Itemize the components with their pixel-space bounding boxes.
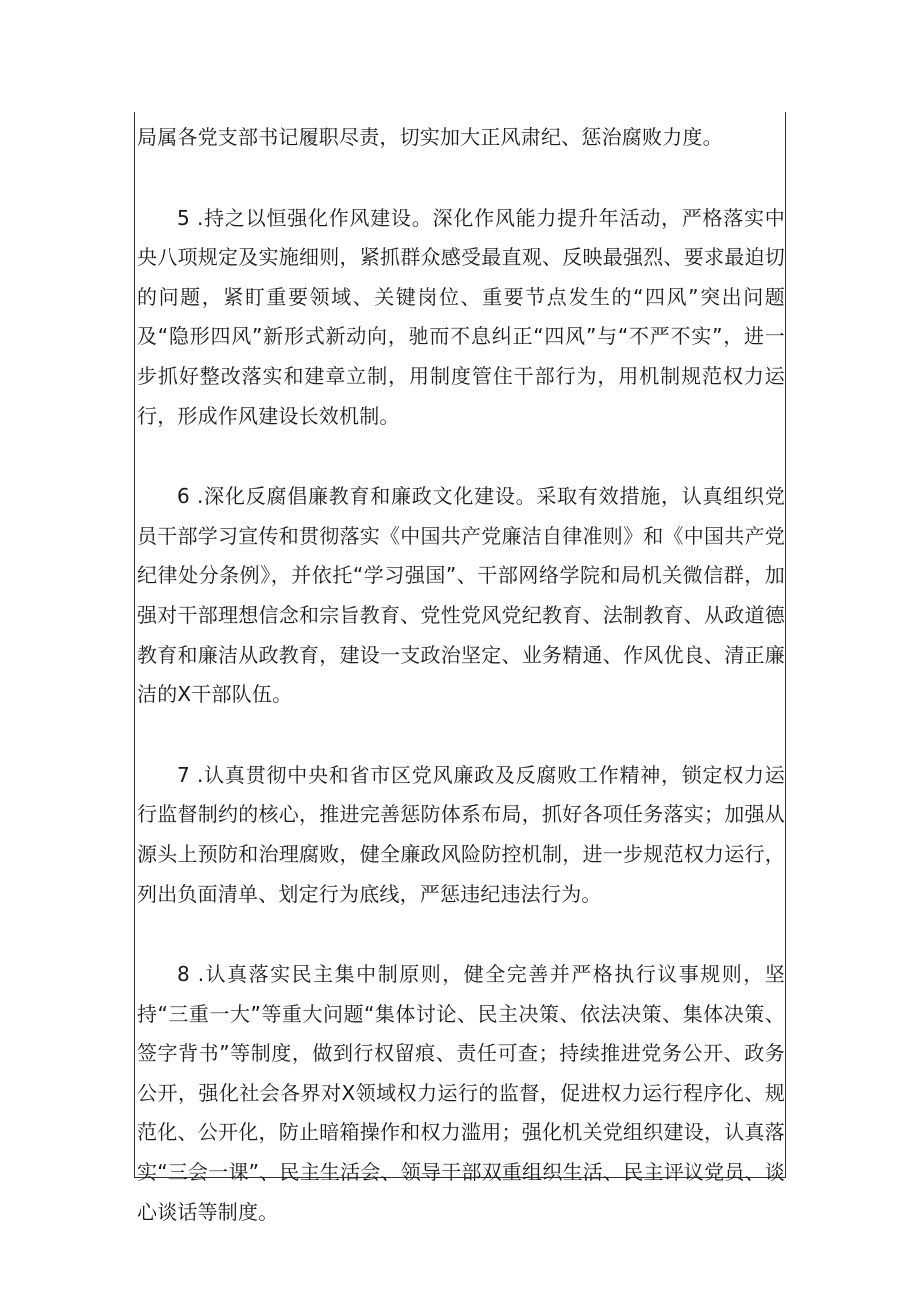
document-body bbox=[137, 118, 785, 1232]
paragraph-item-5: 5 .持之以恒强化作风建设。深化作风能力提升年活动，严格落实中央八项规定及实施细则，紧抓群众感受最直观、反映最强烈、要求最迫切的问题，紧盯重要领域、关键岗位、重要节点发生的“四风”突出问题及“隐形四风”新形式新动向，驰而不息纠正“四风”与“不严不实”，进一步抓好整改落实和建章立制，用制度管住干部行为，用机制规范权力运行，形成作风建设长效机制。 bbox=[137, 205, 785, 428]
paragraph-gap bbox=[137, 436, 785, 477]
paragraph-gap bbox=[137, 715, 785, 756]
paragraph-continuation: 局属各党支部书记履职尽责，切实加大正风肃纪、惩治腐败力度。 bbox=[137, 125, 723, 149]
paragraph-gap bbox=[137, 914, 785, 955]
paragraph-item-6: 6 .深化反腐倡廉教育和廉政文化建设。采取有效措施，认真组织党员干部学习宣传和贯彻落实《中国共产党廉洁自律准则》和《中国共产党纪律处分条例》，并依托“学习强国”、干部网络学院和局机关微信群，加强对干部理想信念和宗旨教育、党性党风党纪教育、法制教育、从政道德教育和廉洁从政教育，建设一支政治坚定、业务精通、作风优良、清正廉洁的X干部队伍。 bbox=[137, 484, 785, 707]
paragraph-gap bbox=[137, 158, 785, 199]
paragraph-item-8: 8 .认真落实民主集中制原则，健全完善并严格执行议事规则，坚持“三重一大”等重大问题“集体讨论、民主决策、依法决策、集体决策、签字背书”等制度，做到行权留痕、责任可查；持续推进党务公开、政务公开，强化社会各界对X领域权力运行的监督，促进权力运行程序化、规范化、公开化，防止暗箱操作和权力滥用；强化机关党组织建设，认真落实“三会一课”、民主生活会、领导干部双重组织生活、民主评议党员、谈心谈话等制度。 bbox=[137, 962, 785, 1224]
paragraph-item-7: 7 .认真贯彻中央和省市区党风廉政及反腐败工作精神，锁定权力运行监督制约的核心，推进完善惩防体系布局，抓好各项任务落实；加强从源头上预防和治理腐败，健全廉政风险防控机制，进一步规范权力运行，列出负面清单、划定行为底线，严惩违纪违法行为。 bbox=[137, 762, 785, 906]
